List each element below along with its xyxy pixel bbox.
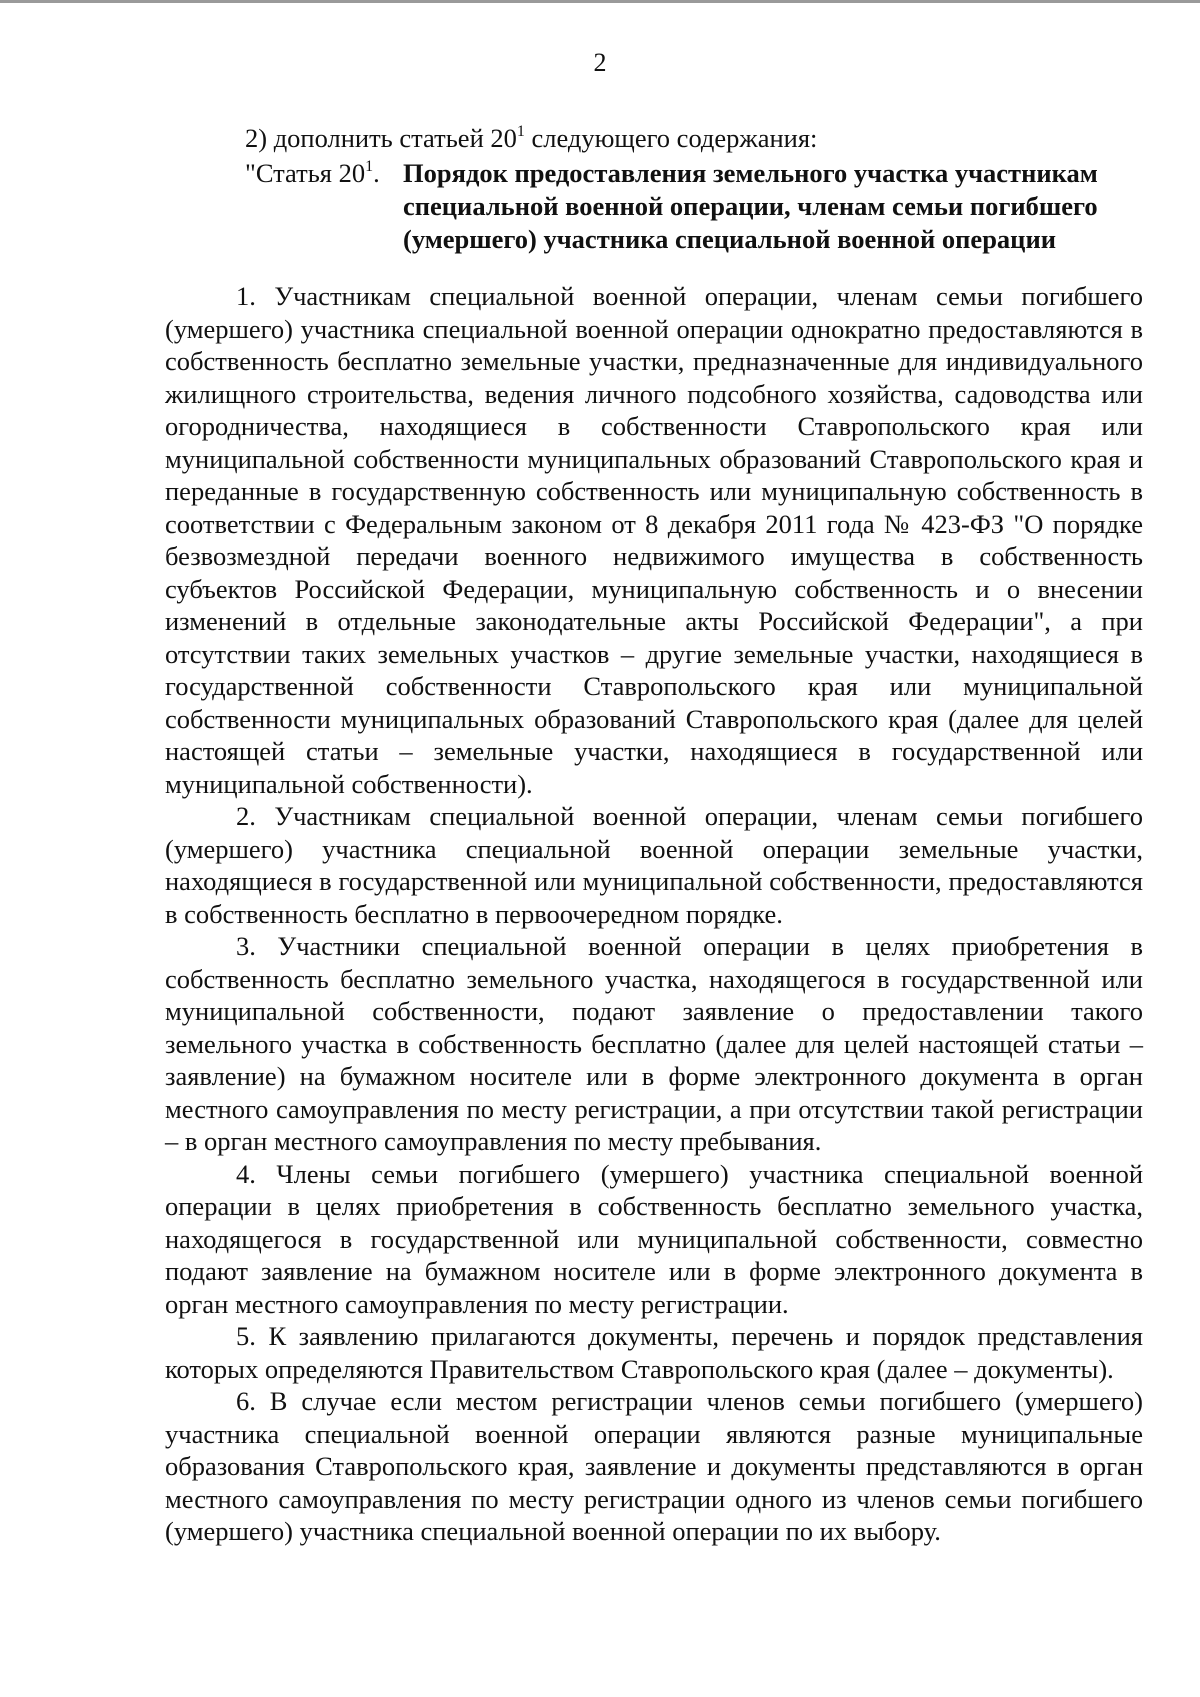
paragraph-6: 6. В случае если местом регистрации членов семьи погибшего (умершего) участника специальной военной операции являются разные муниципальные образования Ставропольского края, заявление и документы представляются в орган местного самоуправления по месту регистрации одного из членов семьи погибшего (умершего) участника специальной военной операции по их выбору. <box>165 1386 1143 1546</box>
amendment-line <box>245 122 817 155</box>
article-label-dot: . <box>373 158 380 188</box>
article-label <box>245 157 380 190</box>
page-number: 2 <box>593 48 607 77</box>
article-label-text: "Статья 20 <box>245 158 366 188</box>
article-title-line-2: специальной военной операции, членам семьи погибшего <box>403 191 1098 221</box>
scan-top-edge <box>0 0 1200 3</box>
article-title-line-1: Порядок предоставления земельного участка участникам <box>403 158 1098 188</box>
article-title <box>403 157 1143 256</box>
amendment-superscript: 1 <box>516 123 525 140</box>
paragraph-3: 3. Участники специальной военной операции в целях приобретения в собственность бесплатно земельного участка, находящегося в государственной или муниципальной собственности, подают заявление о предоставлении такого земельного участка в собственность бесплатно (далее для целей настоящей статьи – заявление) на бумажном носителе или в форме электронного документа в орган местного самоуправления по месту регистрации, а при отсутствии такой регистрации – в орган местного самоуправления по месту пребывания. <box>165 931 1143 1156</box>
article-label-superscript: 1 <box>365 158 374 175</box>
amendment-text-after: следующего содержания: <box>524 123 818 153</box>
paragraph-1: 1. Участникам специальной военной операции, членам семьи погибшего (умершего) участника специальной военной операции однократно предоставляются в собственность бесплатно земельные участки, предназначенные для индивидуального жилищного строительства, ведения личного подсобного хозяйства, садоводства или огородничества, находящиеся в собственности Ставропольского края или муниципальной собственности муниципальных образований Ставропольского края и переданные в государственную собственность или муниципальную собственность в соответствии с Федеральным законом от 8 декабря 2011 года № 423-ФЗ "О порядке безвозмездной передачи военного недвижимого имущества в собственность субъектов Российской Федерации, муниципальную собственность и о внесении изменений в отдельные законодательные акты Российской Федерации", а при отсутствии таких земельных участков – другие земельные участки, находящиеся в государственной собственности Ставропольского края или муниципальной собственности муниципальных образований Ставропольского края (далее для целей настоящей статьи – земельные участки, находящиеся в государственной или муниципальной собственности). <box>165 281 1143 799</box>
paragraph-2: 2. Участникам специальной военной операции, членам семьи погибшего (умершего) участника специальной военной операции земельные участки, находящиеся в государственной или муниципальной собственности, предоставляются в собственность бесплатно в первоочередном порядке. <box>165 801 1143 929</box>
article-body <box>165 280 1143 1548</box>
amendment-text-before: 2) дополнить статьей 20 <box>245 123 517 153</box>
paragraph-4: 4. Члены семьи погибшего (умершего) участника специальной военной операции в целях приобретения в собственность бесплатно земельного участка, находящегося в государственной или муниципальной собственности, совместно подают заявление на бумажном носителе или в форме электронного документа в орган местного самоуправления по месту регистрации. <box>165 1158 1143 1319</box>
paragraph-5: 5. К заявлению прилагаются документы, перечень и порядок представления которых определяются Правительством Ставропольского края (далее – документы). <box>165 1321 1143 1384</box>
article-title-line-3: (умершего) участника специальной военной операции <box>403 224 1056 254</box>
